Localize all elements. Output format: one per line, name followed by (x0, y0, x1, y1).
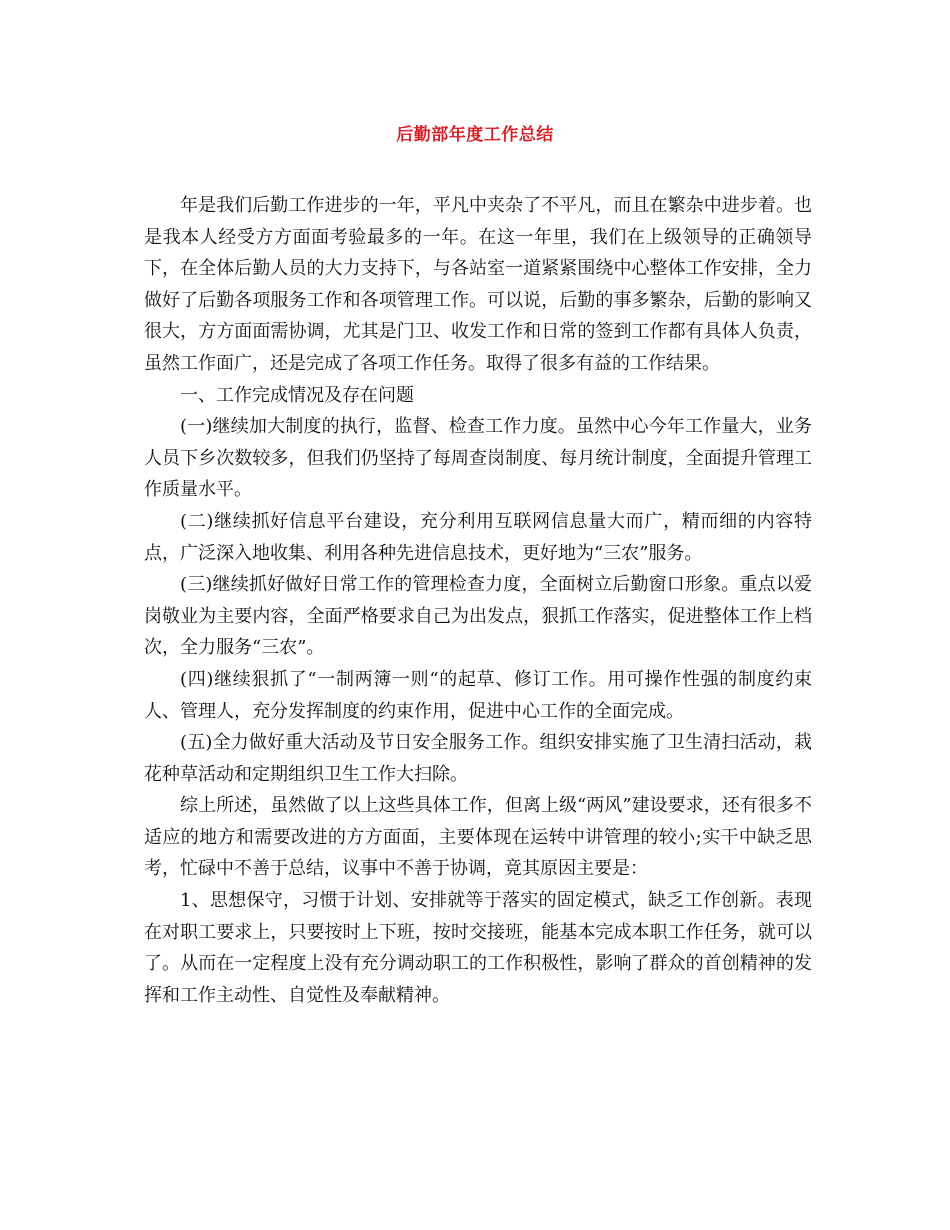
paragraph-item-1: (一)继续加大制度的执行，监督、检查工作力度。虽然中心今年工作量大，业务人员下乡次数较多，但我们仍坚持了每周查岗制度、每月统计制度，全面提升管理工作质量水平。 (144, 416, 812, 501)
paragraph-summary: 综上所述，虽然做了以上这些具体工作，但离上级“两风”建设要求，还有很多不适应的地方和需要改进的方方面面，主要体现在运转中讲管理的较小;实干中缺乏思考，忙碌中不善于总结，议事中不善于协调，竟其原因主要是： (144, 795, 812, 880)
document-title: 后勤部年度工作总结 (396, 125, 554, 145)
paragraph-item-4: (四)继续狠抓了“一制两簿一则“的起草、修订工作。用可操作性强的制度约束人、管理人，充分发挥制度的约束作用，促进中心工作的全面完成。 (144, 668, 812, 722)
paragraph-item-2: (二)继续抓好信息平台建设，充分利用互联网信息量大而广，精而细的内容特点，广泛深入地收集、利用各种先进信息技术，更好地为“三农”服务。 (144, 510, 812, 564)
paragraph-item-3: (三)继续抓好做好日常工作的管理检查力度，全面树立后勤窗口形象。重点以爱岗敬业为主要内容，全面严格要求自己为出发点，狠抓工作落实，促进整体工作上档次，全力服务“三农”。 (144, 574, 812, 659)
section-heading: 一、工作完成情况及存在问题 (180, 384, 414, 406)
document-body (144, 190, 812, 1011)
paragraph-item-5: (五)全力做好重大活动及节日安全服务工作。组织安排实施了卫生清扫活动，栽花种草活动和定期组织卫生工作大扫除。 (144, 732, 812, 785)
paragraph-intro: 年是我们后勤工作进步的一年，平凡中夹杂了不平凡，而且在繁杂中进步着。也是我本人经受方方面面考验最多的一年。在这一年里，我们在上级领导的正确领导下，在全体后勤人员的大力支持下，与各站室一道紧紧围绕中心整体工作安排，全力做好了后勤各项服务工作和各项管理工作。可以说，后勤的事多繁杂，后勤的影响又很大，方方面面需协调，尤其是门卫、收发工作和日常的签到工作都有具体人负责，虽然工作面广，还是完成了各项工作任务。取得了很多有益的工作结果。 (144, 195, 812, 374)
paragraph-reason-1: 1、思想保守，习惯于计划、安排就等于落实的固定模式，缺乏工作创新。表现在对职工要求上，只要按时上下班，按时交接班，能基本完成本职工作任务，就可以了。从而在一定程度上没有充分调动职工的工作积极性，影响了群众的首创精神的发挥和工作主动性、自觉性及奉献精神。 (144, 890, 812, 1006)
